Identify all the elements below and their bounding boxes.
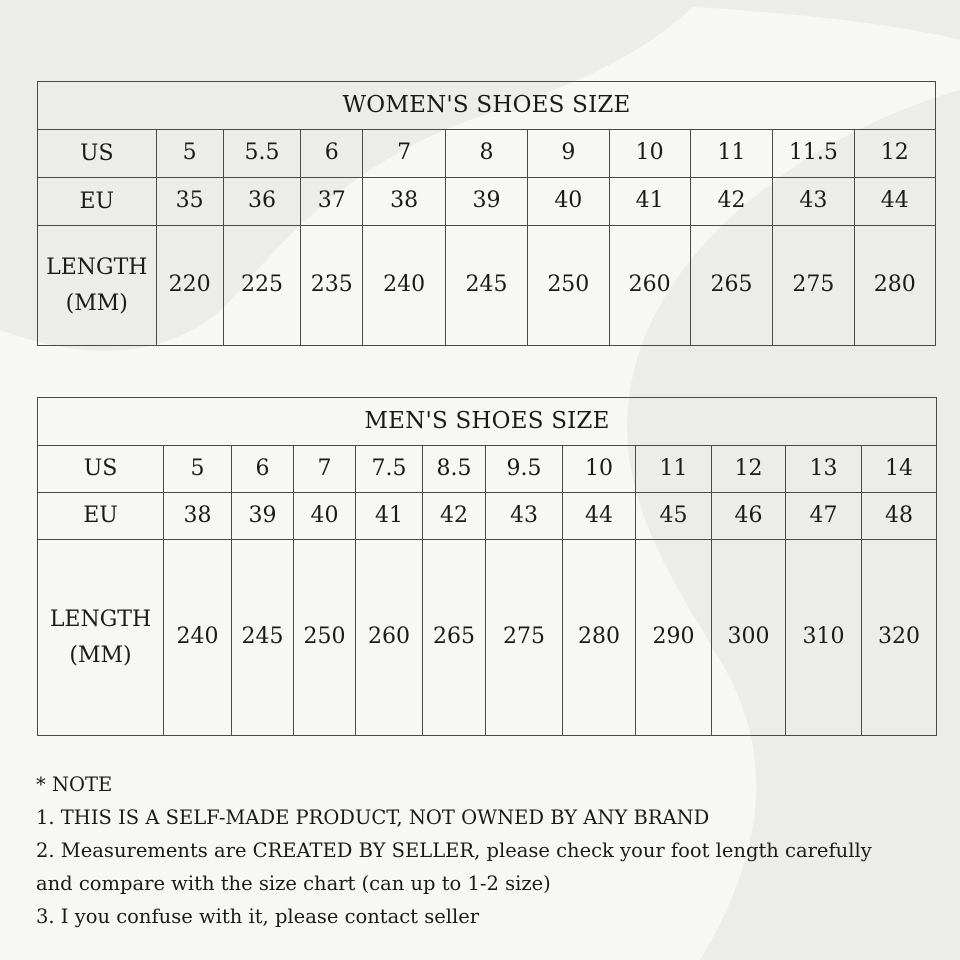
size-cell: 11 xyxy=(690,130,772,178)
size-cell: 245 xyxy=(232,540,294,736)
note-line: 2. Measurements are CREATED BY SELLER, please check your foot length carefully xyxy=(36,839,872,862)
size-cell: 280 xyxy=(854,226,935,346)
size-cell: 7.5 xyxy=(356,446,423,493)
size-cell: 47 xyxy=(786,493,862,540)
mens-size-table xyxy=(37,397,937,736)
size-cell: 6 xyxy=(232,446,294,493)
size-cell: 235 xyxy=(301,226,363,346)
size-cell: 42 xyxy=(690,178,772,226)
size-cell: 240 xyxy=(164,540,232,736)
size-cell: 10 xyxy=(563,446,636,493)
size-cell: 265 xyxy=(690,226,772,346)
row-label: EU xyxy=(38,178,157,226)
womens-us-row xyxy=(38,130,936,178)
notes-section xyxy=(36,768,951,933)
size-cell: 37 xyxy=(301,178,363,226)
note-line: 3. I you confuse with it, please contact seller xyxy=(36,905,480,928)
size-cell: 6 xyxy=(301,130,363,178)
size-cell: 40 xyxy=(528,178,609,226)
notes-heading: * NOTE xyxy=(36,773,113,796)
size-cell: 240 xyxy=(363,226,445,346)
size-cell: 45 xyxy=(636,493,712,540)
mens-length-row xyxy=(38,540,937,736)
size-cell: 41 xyxy=(356,493,423,540)
womens-size-table xyxy=(37,81,936,346)
size-cell: 290 xyxy=(636,540,712,736)
size-cell: 260 xyxy=(609,226,690,346)
mens-table-title: MEN'S SHOES SIZE xyxy=(38,398,937,446)
size-cell: 42 xyxy=(423,493,486,540)
size-cell: 43 xyxy=(486,493,563,540)
row-label: US xyxy=(38,446,164,493)
row-label xyxy=(38,540,164,736)
size-cell: 41 xyxy=(609,178,690,226)
size-cell: 12 xyxy=(712,446,786,493)
size-cell: 5.5 xyxy=(223,130,300,178)
size-cell: 5 xyxy=(164,446,232,493)
size-cell: 48 xyxy=(862,493,937,540)
note-line: 1. THIS IS A SELF-MADE PRODUCT, NOT OWNED BY ANY BRAND xyxy=(36,806,710,829)
row-label-line: (MM) xyxy=(65,290,128,316)
size-cell: 43 xyxy=(773,178,854,226)
size-cell: 9.5 xyxy=(486,446,563,493)
size-cell: 8 xyxy=(445,130,527,178)
row-label: EU xyxy=(38,493,164,540)
mens-eu-row xyxy=(38,493,937,540)
note-line: and compare with the size chart (can up to 1-2 size) xyxy=(36,872,551,895)
row-label-line: LENGTH xyxy=(46,255,148,281)
size-cell: 250 xyxy=(294,540,356,736)
womens-eu-row xyxy=(38,178,936,226)
size-cell: 12 xyxy=(854,130,935,178)
size-cell: 14 xyxy=(862,446,937,493)
size-cell: 7 xyxy=(363,130,445,178)
size-cell: 245 xyxy=(445,226,527,346)
size-cell: 275 xyxy=(486,540,563,736)
womens-length-row xyxy=(38,226,936,346)
size-cell: 8.5 xyxy=(423,446,486,493)
mens-us-row xyxy=(38,446,937,493)
size-cell: 275 xyxy=(773,226,854,346)
size-cell: 9 xyxy=(528,130,609,178)
size-cell: 38 xyxy=(164,493,232,540)
size-cell: 250 xyxy=(528,226,609,346)
row-label-line: LENGTH xyxy=(49,607,152,633)
size-cell: 260 xyxy=(356,540,423,736)
size-cell: 38 xyxy=(363,178,445,226)
size-cell: 7 xyxy=(294,446,356,493)
size-cell: 280 xyxy=(563,540,636,736)
size-cell: 39 xyxy=(445,178,527,226)
size-cell: 40 xyxy=(294,493,356,540)
size-cell: 36 xyxy=(223,178,300,226)
womens-table-title: WOMEN'S SHOES SIZE xyxy=(38,82,936,130)
size-cell: 265 xyxy=(423,540,486,736)
size-cell: 5 xyxy=(156,130,223,178)
size-cell: 310 xyxy=(786,540,862,736)
size-cell: 13 xyxy=(786,446,862,493)
size-cell: 44 xyxy=(563,493,636,540)
size-cell: 10 xyxy=(609,130,690,178)
size-cell: 44 xyxy=(854,178,935,226)
size-cell: 11.5 xyxy=(773,130,854,178)
size-cell: 320 xyxy=(862,540,937,736)
size-cell: 35 xyxy=(156,178,223,226)
size-cell: 11 xyxy=(636,446,712,493)
size-cell: 39 xyxy=(232,493,294,540)
size-cell: 300 xyxy=(712,540,786,736)
size-cell: 225 xyxy=(223,226,300,346)
row-label xyxy=(38,226,157,346)
row-label: US xyxy=(38,130,157,178)
row-label-line: (MM) xyxy=(69,642,132,668)
size-cell: 46 xyxy=(712,493,786,540)
size-cell: 220 xyxy=(156,226,223,346)
